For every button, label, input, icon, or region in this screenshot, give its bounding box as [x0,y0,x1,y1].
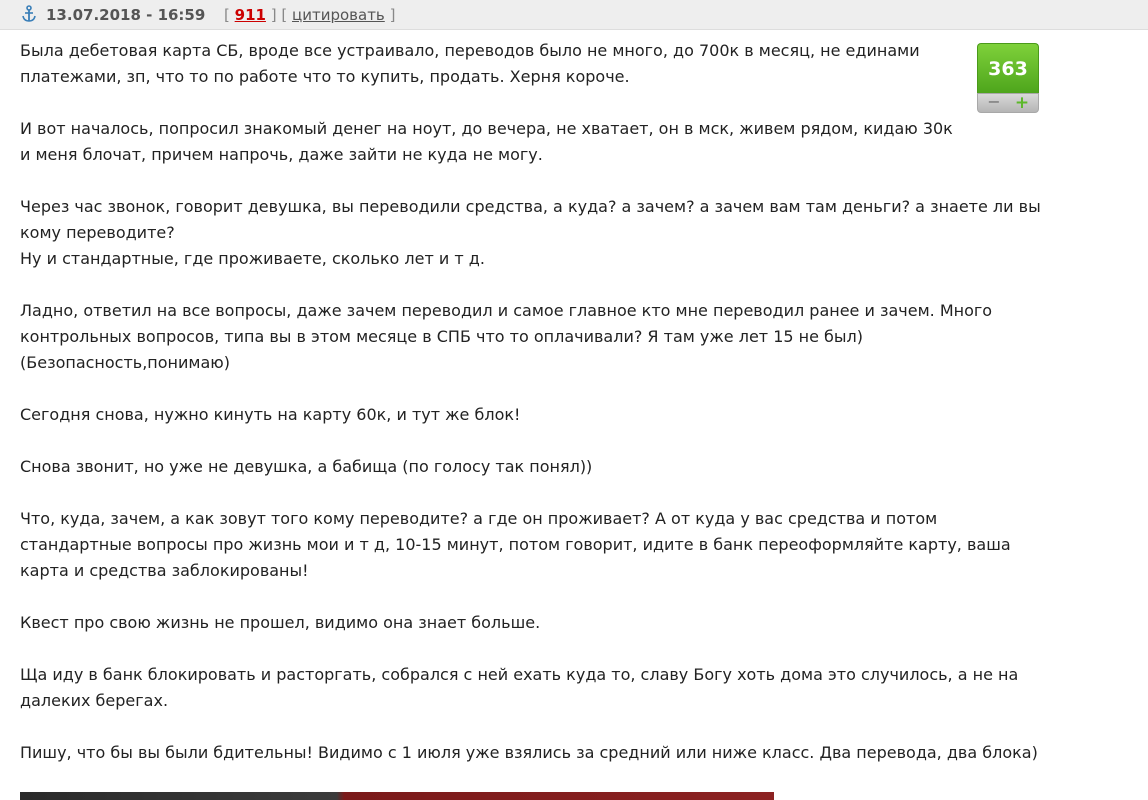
bracket-open: [ [224,6,230,24]
paragraph [20,38,1080,90]
text-line: и меня блочат, причем напрочь, даже зайти не куда не могу. [20,145,543,164]
paragraph [20,662,1080,714]
text-line: Ща иду в банк блокировать и расторгать, собрался с ней ехать куда то, славу Богу хоть дома это случилось, а не на [20,665,1019,684]
text-line: карта и средства заблокированы! [20,561,309,580]
text-line: Через час звонок, говорит девушка, вы переводили средства, а куда? а зачем? а зачем вам там деньги? а знаете ли вы [20,197,1041,216]
paragraph [20,194,1080,272]
paragraph [20,298,1080,376]
post-links [224,0,395,30]
bracket-open-quote: [ [281,6,288,24]
paragraph [20,506,1080,584]
text-line: далеких берегах. [20,691,169,710]
quote-link[interactable]: цитировать [292,6,385,24]
paragraph [20,740,1080,766]
anchor-icon[interactable] [21,5,37,23]
text-line: Снова звонит, но уже не девушка, а бабища (по голосу так понял)) [20,457,593,476]
text-line: (Безопасность,понимаю) [20,353,230,372]
text-line: Ну и стандартные, где проживаете, сколько лет и т д. [20,249,485,268]
post-image[interactable] [20,792,774,800]
rating-score: 363 [977,43,1039,93]
text-line: кому переводите? [20,223,175,242]
text-line: Ладно, ответил на все вопросы, даже зачем переводил и самое главное кто мне переводил ранее и зачем. Много [20,301,993,320]
bracket-close: ] [270,6,277,24]
text-line: стандартные вопросы про жизнь мои и т д, 10-15 минут, потом говорит, идите в банк переоформляйте карту, ваша [20,535,1011,554]
post-body [20,38,1080,792]
text-line: Квест про свою жизнь не прошел, видимо она знает больше. [20,613,541,632]
text-line: Была дебетовая карта СБ, вроде все устраивало, переводов было не много, до 700к в месяц, не единами [20,41,920,60]
vote-up-button[interactable]: + [1014,93,1030,113]
bracket-close-quote: ] [389,6,396,24]
post-header [0,0,1148,30]
paragraph [20,610,1080,636]
text-line: И вот началось, попросил знакомый денег на ноут, до вечера, не хватает, он в мск, живем рядом, кидаю 30к [20,119,953,138]
text-line: платежами, зп, что то по работе что то купить, продать. Херня короче. [20,67,630,86]
paragraph [20,116,1080,168]
text-line: Что, куда, зачем, а как зовут того кому переводите? а где он проживает? А от куда у вас средства и потом [20,509,938,528]
post-id-link[interactable]: 911 [234,6,266,24]
vote-down-button[interactable]: − [987,92,1001,111]
paragraph [20,402,1080,428]
text-line: Пишу, что бы вы были бдительны! Видимо с 1 июля уже взялись за средний или ниже класс. Два перевода, два блока) [20,743,1038,762]
post-datetime: 13.07.2018 - 16:59 [46,6,206,24]
paragraph [20,454,1080,480]
text-line: Сегодня снова, нужно кинуть на карту 60к, и тут же блок! [20,405,521,424]
text-line: контрольных вопросов, типа вы в этом месяце в СПБ что то оплачивали? Я там уже лет 15 не был) [20,327,864,346]
